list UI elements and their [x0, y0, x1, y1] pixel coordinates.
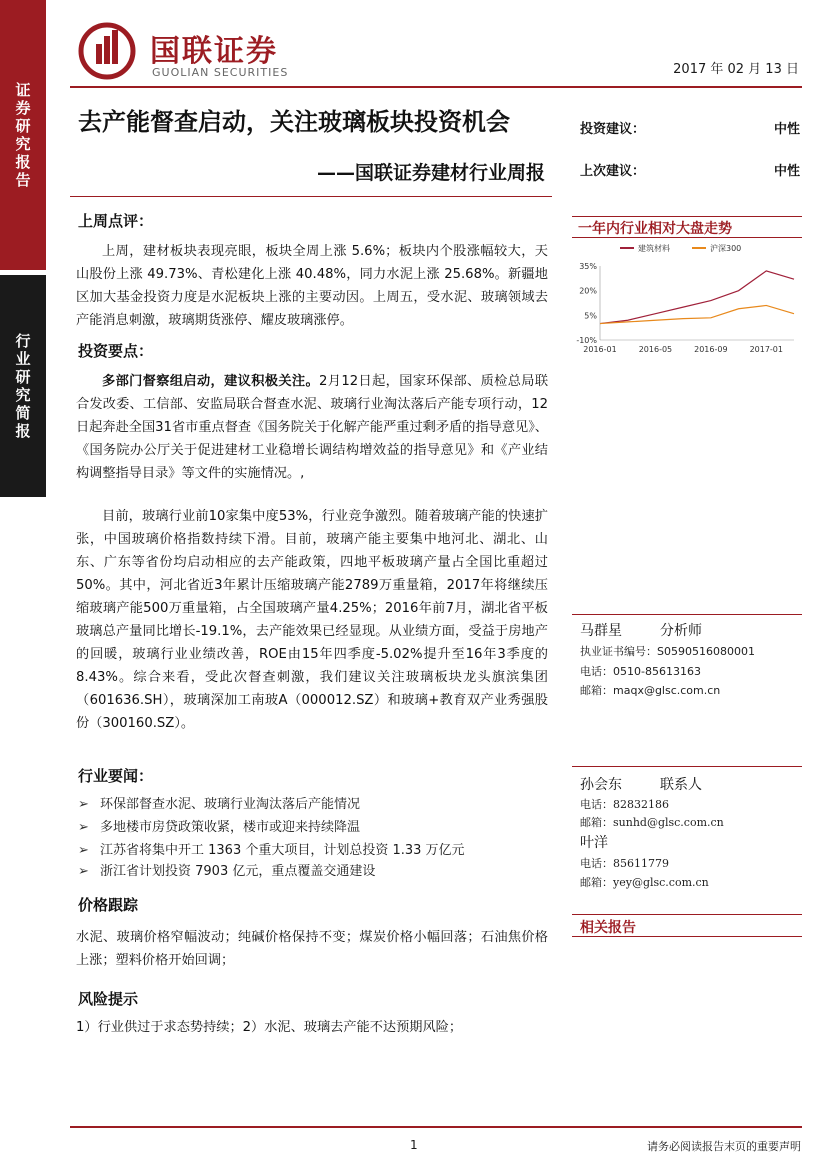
- side-tag-category: [0, 275, 46, 497]
- contact1-name: 孙会东: [580, 777, 622, 793]
- page-title: 去产能督查启动，关注玻璃板块投资机会: [78, 108, 510, 136]
- y-tick-label: 35%: [579, 262, 597, 271]
- brand-name-en: GUOLIAN SECURITIES: [152, 66, 289, 79]
- related-bottom-divider: [572, 936, 802, 937]
- chart-top-divider: [572, 216, 802, 217]
- page-number: 1: [410, 1138, 418, 1152]
- chart-legend: [620, 243, 741, 253]
- title-divider: [70, 196, 552, 197]
- footer-divider: [70, 1126, 802, 1128]
- rating-current-value: 中性: [774, 122, 801, 137]
- chart-title: 一年内行业相对大盘走势: [578, 221, 732, 237]
- x-tick-label: 2017-01: [749, 345, 784, 354]
- footer-disclaimer: 请务必阅读报告末页的重要声明: [647, 1140, 801, 1153]
- relative-performance-chart: [572, 240, 802, 362]
- x-tick-label: 2016-09: [694, 345, 728, 354]
- analyst-phone: 电话：0510-85613163: [580, 665, 701, 678]
- contact2-name: 叶洋: [580, 835, 608, 851]
- analyst-name: 马群星: [580, 623, 622, 639]
- section-price-text: 水泥、玻璃价格窄幅波动；纯碱价格保持不变；煤炭价格小幅回落；石油焦价格上涨；塑料价格开始回调；: [76, 930, 548, 968]
- report-date: 2017 年 02 月 13 日: [673, 62, 799, 77]
- rating-current-label: 投资建议：: [580, 122, 646, 137]
- legend-label-series-2: 沪深300: [710, 244, 742, 253]
- section-last-week-text: 上周，建材板块表现亮眼，板块全周上涨 5.6%；板块内个股涨幅较大，天山股份上涨 49.73%、青松建化上涨 40.48%，同力水泥上涨 25.68%。新疆地区加大基金投资力度是水泥板块上涨的主要动因。上周五，受水泥、玻璃领域去产能消息刺激，玻璃期货涨停、耀皮玻璃涨停。: [76, 244, 548, 328]
- legend-label-series-1: 建筑材料: [638, 244, 670, 253]
- header-divider: [70, 86, 802, 88]
- section-key-points-heading: 投资要点：: [78, 342, 154, 360]
- related-top-divider: [572, 914, 802, 915]
- y-tick-label: 20%: [579, 286, 597, 296]
- analyst-divider: [572, 614, 802, 615]
- brand-logo: [78, 20, 308, 84]
- key-point-paragraph-2: 目前，玻璃行业前10家集中度53%，行业竞争激烈。随着玻璃产能的快速扩张，中国玻璃价格指数持续下滑。目前，玻璃产能主要集中地河北、湖北、山东、广东等省份均启动相应的去产能政策，四地平板玻璃产量占全国比重超过50%。其中，河北省近3年累计压缩玻璃产能2789万重量箱，2017年将继续压缩玻璃产能500万重量箱，占全国玻璃产量4.25%；2016年前7月，湖北省平板玻璃总产量同比增长-19.1%，去产能效果已经显现。从业绩方面，受益于房地产的回暖，玻璃行业业绩改善，ROE由15年四季度-5.02%提升至16年3季度的8.43%。综合来看，受此次督查刺激，我们建议关注玻璃板块龙头旗滨集团（601636.SH），玻璃深加工南玻A（000012.SZ）和玻璃+教育双产业秀强股份（300160.SZ）。: [76, 509, 548, 731]
- news-item: ➢ 浙江省计划投资 7903 亿元，重点覆盖交通建设: [78, 862, 375, 882]
- section-last-week-heading: 上周点评：: [78, 212, 154, 230]
- news-item: ➢ 江苏省将集中开工 1363 个重大项目，计划总投资 1.33 万亿元: [78, 841, 465, 861]
- rating-previous-value: 中性: [774, 164, 801, 179]
- series-line-2: [600, 305, 794, 323]
- contact2-phone: 电话：85611779: [580, 857, 669, 870]
- x-tick-label: 2016-05: [638, 345, 673, 354]
- key-point-paragraph-1: [76, 370, 548, 485]
- bullet-arrow-icon: ➢: [78, 864, 89, 879]
- news-item: ➢ 环保部督查水泥、玻璃行业淘汰落后产能情况: [78, 795, 360, 815]
- bullet-arrow-icon: ➢: [78, 820, 89, 835]
- analyst-role: 分析师: [660, 623, 702, 639]
- side-tag-top-text: 证券研究报告: [15, 81, 31, 189]
- side-tag-report-type: [0, 0, 46, 270]
- series-line-1: [600, 271, 794, 324]
- contact1-phone: 电话：82832186: [580, 798, 669, 811]
- bullet-arrow-icon: ➢: [78, 797, 89, 812]
- brand-name-cn: 国联证券: [150, 34, 278, 69]
- section-price-heading: 价格跟踪: [78, 896, 139, 914]
- contact-divider: [572, 766, 802, 767]
- analyst-email[interactable]: 邮箱：maqx@glsc.com.cn: [580, 684, 721, 697]
- key-point-1-body: 2月12日起，国家环保部、质检总局联合发改委、工信部、安监局联合督查水泥、玻璃行业淘汰落后产能专项行动，12日起奔赴全国31省市重点督查《国务院关于化解产能严重过剩矛盾的指导意见》、《国务院办公厅关于促进建材工业稳增长调结构增效益的指导意见》和《产业结构调整指导目录》等文件的实施情况。,: [76, 374, 549, 481]
- y-tick-label: -10%: [576, 336, 597, 345]
- rating-previous-label: 上次建议：: [580, 164, 646, 179]
- chart-lines: [600, 271, 794, 324]
- related-reports-heading: 相关报告: [580, 920, 636, 936]
- brand-emblem-icon: [78, 22, 138, 80]
- key-point-1-lead: 多部门督察组启动，建议积极关注。: [102, 374, 320, 389]
- contact2-email[interactable]: 邮箱：yey@glsc.com.cn: [580, 876, 709, 889]
- y-tick-label: 5%: [584, 311, 597, 321]
- section-industry-news-heading: 行业要闻：: [78, 767, 154, 785]
- chart-grid: [600, 266, 794, 340]
- chart-x-ticks: [583, 345, 783, 354]
- chart-title-underline: [572, 237, 802, 238]
- news-item: ➢ 多地楼市房贷政策收紧，楼市或迎来持续降温: [78, 818, 360, 838]
- page-subtitle: ——国联证券建材行业周报: [316, 162, 545, 184]
- section-risk-text: 1）行业供过于求态势持续；2）水泥、玻璃去产能不达预期风险；: [76, 1020, 463, 1035]
- analyst-cert: 执业证书编号：S0590516080001: [580, 645, 755, 658]
- chart-y-ticks: [576, 262, 597, 345]
- side-tag-bottom-text: 行业研究简报: [15, 332, 31, 440]
- contact1-email[interactable]: 邮箱：sunhd@glsc.com.cn: [580, 816, 724, 829]
- x-tick-label: 2016-01: [583, 345, 617, 354]
- bullet-arrow-icon: ➢: [78, 843, 89, 858]
- contact1-role: 联系人: [660, 777, 702, 793]
- section-risk-heading: 风险提示: [78, 990, 139, 1008]
